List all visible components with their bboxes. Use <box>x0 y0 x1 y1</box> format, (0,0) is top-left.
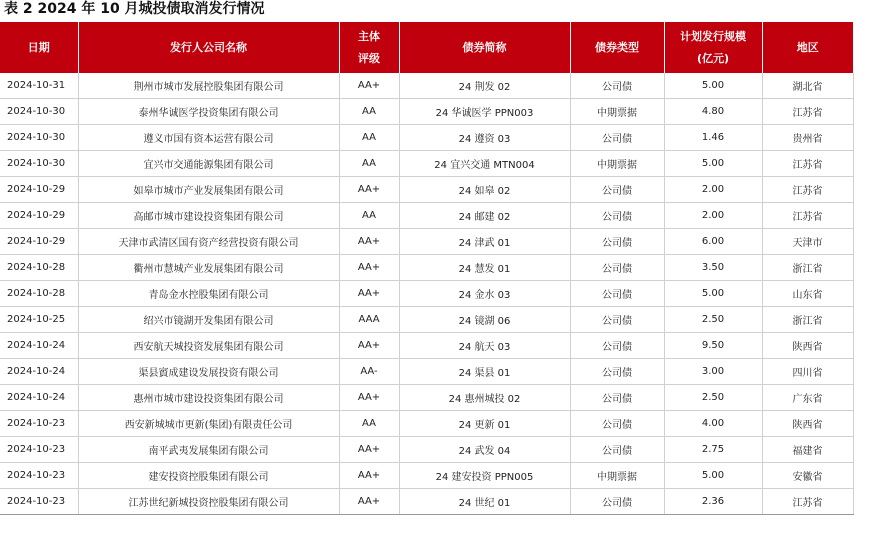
cell-issuer: 惠州市城市建设投资集团有限公司 <box>78 385 339 411</box>
cell-region: 湖北省 <box>762 73 853 99</box>
cell-bond-name: 24 遵资 03 <box>399 125 570 151</box>
cell-size: 2.36 <box>664 489 762 515</box>
cell-size: 3.00 <box>664 359 762 385</box>
cell-date: 2024-10-23 <box>0 437 78 463</box>
cell-rating: AA+ <box>339 281 399 307</box>
cell-rating: AA+ <box>339 463 399 489</box>
cell-date: 2024-10-28 <box>0 255 78 281</box>
cell-rating: AA <box>339 151 399 177</box>
table-row <box>0 307 853 333</box>
table-header-row <box>0 22 853 73</box>
cell-issuer: 南平武夷发展集团有限公司 <box>78 437 339 463</box>
cell-bond-type: 公司债 <box>570 177 664 203</box>
cell-bond-name: 24 津武 01 <box>399 229 570 255</box>
cell-size: 6.00 <box>664 229 762 255</box>
cell-date: 2024-10-23 <box>0 463 78 489</box>
cell-issuer: 青岛金水控股集团有限公司 <box>78 281 339 307</box>
header-issuer: 发行人公司名称 <box>78 22 339 73</box>
cell-bond-name: 24 渠县 01 <box>399 359 570 385</box>
cell-rating: AA+ <box>339 489 399 515</box>
cell-issuer: 渠县賨成建设发展投资有限公司 <box>78 359 339 385</box>
bond-cancellation-table <box>0 22 854 515</box>
cell-bond-name: 24 邮建 02 <box>399 203 570 229</box>
cell-region: 浙江省 <box>762 307 853 333</box>
cell-region: 贵州省 <box>762 125 853 151</box>
cell-rating: AA+ <box>339 385 399 411</box>
cell-bond-type: 中期票据 <box>570 463 664 489</box>
cell-bond-name: 24 世纪 01 <box>399 489 570 515</box>
header-region: 地区 <box>762 22 853 73</box>
cell-issuer: 如皋市城市产业发展集团有限公司 <box>78 177 339 203</box>
cell-size: 5.00 <box>664 281 762 307</box>
table-row <box>0 203 853 229</box>
cell-bond-type: 公司债 <box>570 281 664 307</box>
cell-size: 5.00 <box>664 151 762 177</box>
cell-bond-name: 24 宜兴交通 MTN004 <box>399 151 570 177</box>
cell-issuer: 遵义市国有资本运营有限公司 <box>78 125 339 151</box>
header-rating-line2: 评级 <box>358 51 380 65</box>
cell-size: 9.50 <box>664 333 762 359</box>
cell-date: 2024-10-25 <box>0 307 78 333</box>
header-date: 日期 <box>0 22 78 73</box>
cell-size: 5.00 <box>664 73 762 99</box>
cell-bond-type: 公司债 <box>570 489 664 515</box>
cell-bond-type: 公司债 <box>570 125 664 151</box>
cell-region: 江苏省 <box>762 151 853 177</box>
cell-bond-name: 24 惠州城投 02 <box>399 385 570 411</box>
cell-bond-type: 公司债 <box>570 203 664 229</box>
cell-size: 2.50 <box>664 307 762 333</box>
cell-rating: AA+ <box>339 73 399 99</box>
cell-rating: AA+ <box>339 229 399 255</box>
cell-date: 2024-10-23 <box>0 411 78 437</box>
cell-bond-type: 公司债 <box>570 385 664 411</box>
table-row <box>0 255 853 281</box>
table-row <box>0 333 853 359</box>
cell-date: 2024-10-30 <box>0 99 78 125</box>
header-rating-line1: 主体 <box>358 29 380 43</box>
cell-region: 江苏省 <box>762 177 853 203</box>
cell-bond-name: 24 金水 03 <box>399 281 570 307</box>
cell-size: 2.00 <box>664 203 762 229</box>
cell-bond-name: 24 建安投资 PPN005 <box>399 463 570 489</box>
cell-bond-type: 公司债 <box>570 229 664 255</box>
cell-rating: AA+ <box>339 255 399 281</box>
cell-rating: AA+ <box>339 437 399 463</box>
header-size-line2: (亿元) <box>696 51 730 65</box>
cell-issuer: 西安航天城投资发展集团有限公司 <box>78 333 339 359</box>
cell-issuer: 建安投资控股集团有限公司 <box>78 463 339 489</box>
header-size-line1: 计划发行规模 <box>680 29 746 43</box>
cell-rating: AA <box>339 99 399 125</box>
table-title: 表 2 2024 年 10 月城投债取消发行情况 <box>4 1 265 17</box>
cell-region: 山东省 <box>762 281 853 307</box>
cell-bond-name: 24 更新 01 <box>399 411 570 437</box>
cell-region: 四川省 <box>762 359 853 385</box>
cell-region: 安徽省 <box>762 463 853 489</box>
cell-size: 4.00 <box>664 411 762 437</box>
cell-issuer: 衢州市慧城产业发展集团有限公司 <box>78 255 339 281</box>
cell-rating: AA+ <box>339 333 399 359</box>
cell-issuer: 绍兴市镜湖开发集团有限公司 <box>78 307 339 333</box>
cell-bond-type: 公司债 <box>570 73 664 99</box>
cell-rating: AA <box>339 203 399 229</box>
table-row <box>0 385 853 411</box>
cell-date: 2024-10-29 <box>0 229 78 255</box>
cell-bond-type: 公司债 <box>570 359 664 385</box>
table-row <box>0 281 853 307</box>
cell-region: 福建省 <box>762 437 853 463</box>
cell-bond-name: 24 镜湖 06 <box>399 307 570 333</box>
cell-bond-name: 24 如皋 02 <box>399 177 570 203</box>
cell-date: 2024-10-24 <box>0 385 78 411</box>
table-row <box>0 411 853 437</box>
cell-size: 2.50 <box>664 385 762 411</box>
table-row <box>0 73 853 99</box>
table-row <box>0 359 853 385</box>
header-bond-type: 债券类型 <box>570 22 664 73</box>
table-row <box>0 151 853 177</box>
cell-bond-name: 24 慧发 01 <box>399 255 570 281</box>
cell-size: 3.50 <box>664 255 762 281</box>
cell-bond-name: 24 武发 04 <box>399 437 570 463</box>
cell-issuer: 高邮市城市建设投资集团有限公司 <box>78 203 339 229</box>
cell-issuer: 天津市武清区国有资产经营投资有限公司 <box>78 229 339 255</box>
cell-date: 2024-10-29 <box>0 203 78 229</box>
cell-date: 2024-10-24 <box>0 333 78 359</box>
cell-date: 2024-10-31 <box>0 73 78 99</box>
header-rating <box>339 22 399 73</box>
cell-issuer: 宜兴市交通能源集团有限公司 <box>78 151 339 177</box>
cell-size: 4.80 <box>664 99 762 125</box>
cell-size: 1.46 <box>664 125 762 151</box>
header-bond-name: 债券简称 <box>399 22 570 73</box>
cell-bond-type: 公司债 <box>570 307 664 333</box>
cell-date: 2024-10-30 <box>0 151 78 177</box>
cell-date: 2024-10-30 <box>0 125 78 151</box>
cell-date: 2024-10-24 <box>0 359 78 385</box>
cell-bond-type: 中期票据 <box>570 151 664 177</box>
cell-bond-name: 24 航天 03 <box>399 333 570 359</box>
cell-bond-type: 中期票据 <box>570 99 664 125</box>
table-row <box>0 99 853 125</box>
cell-bond-type: 公司债 <box>570 255 664 281</box>
table-row <box>0 437 853 463</box>
cell-size: 2.75 <box>664 437 762 463</box>
cell-issuer: 荆州市城市发展控股集团有限公司 <box>78 73 339 99</box>
cell-bond-name: 24 华诚医学 PPN003 <box>399 99 570 125</box>
cell-rating: AAA <box>339 307 399 333</box>
cell-region: 陕西省 <box>762 411 853 437</box>
cell-region: 江苏省 <box>762 203 853 229</box>
table-row <box>0 229 853 255</box>
cell-bond-type: 公司债 <box>570 411 664 437</box>
cell-size: 5.00 <box>664 463 762 489</box>
cell-date: 2024-10-23 <box>0 489 78 515</box>
cell-issuer: 江苏世纪新城投资控股集团有限公司 <box>78 489 339 515</box>
cell-region: 江苏省 <box>762 99 853 125</box>
table-row <box>0 463 853 489</box>
cell-region: 天津市 <box>762 229 853 255</box>
cell-bond-type: 公司债 <box>570 333 664 359</box>
cell-rating: AA- <box>339 359 399 385</box>
header-size <box>664 22 762 73</box>
cell-region: 广东省 <box>762 385 853 411</box>
table-row <box>0 177 853 203</box>
cell-bond-name: 24 荆发 02 <box>399 73 570 99</box>
cell-date: 2024-10-29 <box>0 177 78 203</box>
cell-bond-type: 公司债 <box>570 437 664 463</box>
cell-date: 2024-10-28 <box>0 281 78 307</box>
cell-issuer: 泰州华诚医学投资集团有限公司 <box>78 99 339 125</box>
cell-region: 江苏省 <box>762 489 853 515</box>
table-body <box>0 73 853 515</box>
cell-issuer: 西安新城城市更新(集团)有限责任公司 <box>78 411 339 437</box>
cell-rating: AA <box>339 411 399 437</box>
table-row <box>0 125 853 151</box>
cell-rating: AA+ <box>339 177 399 203</box>
table-row <box>0 489 853 515</box>
cell-size: 2.00 <box>664 177 762 203</box>
cell-rating: AA <box>339 125 399 151</box>
cell-region: 浙江省 <box>762 255 853 281</box>
cell-region: 陕西省 <box>762 333 853 359</box>
